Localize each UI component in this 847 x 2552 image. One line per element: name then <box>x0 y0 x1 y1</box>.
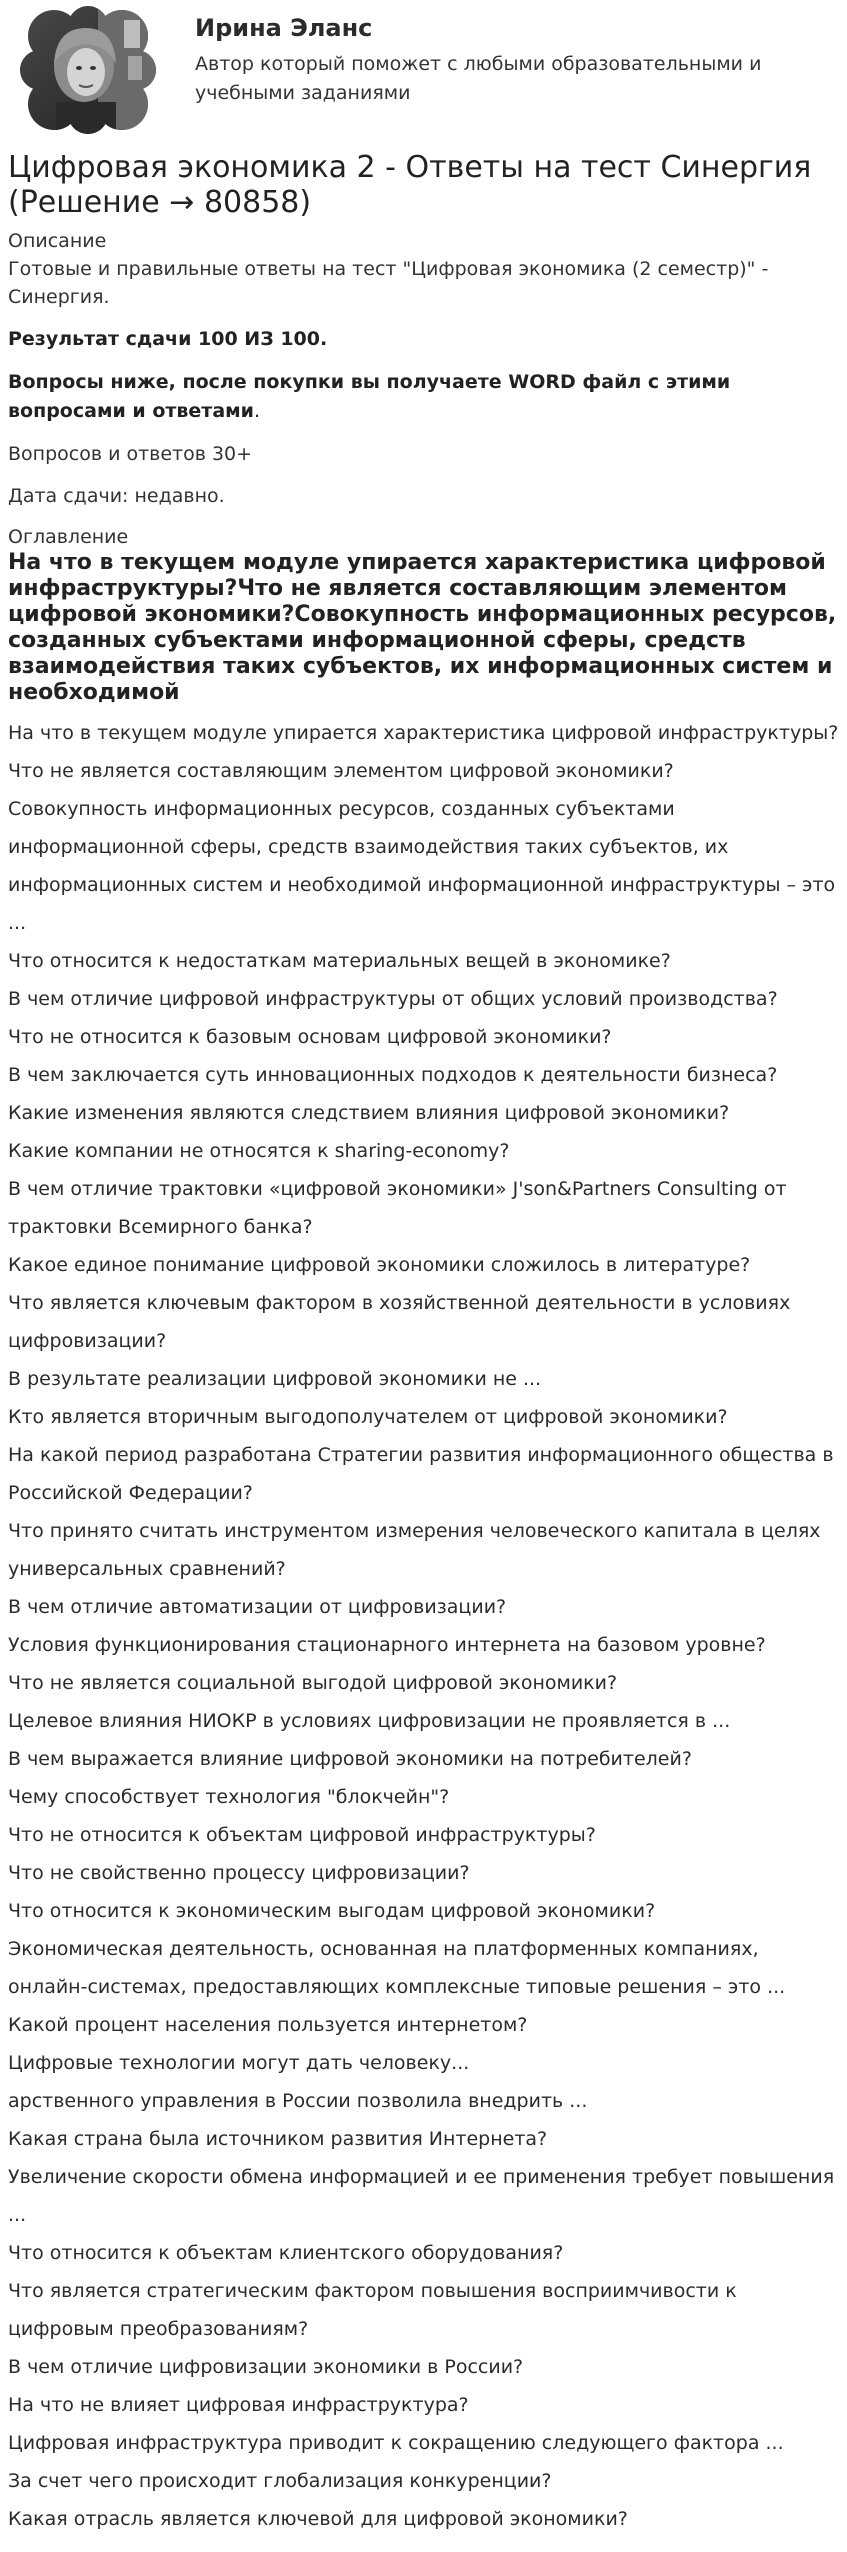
question-item[interactable]: Что является стратегическим фактором повышения восприимчивости к цифровым преобразованиям? <box>8 2280 737 2340</box>
question-item[interactable]: Кто является вторичным выгодополучателем от цифровой экономики? <box>8 1406 728 1428</box>
toc-label: Оглавление <box>8 526 129 548</box>
question-item[interactable]: Что не является социальной выгодой цифровой экономики? <box>8 1672 618 1694</box>
question-item[interactable]: На что в текущем модуле упирается характеристика цифровой инфраструктуры? <box>8 722 839 744</box>
question-item[interactable]: Цифровые технологии могут дать человеку... <box>8 2052 470 2074</box>
question-list <box>8 714 840 2538</box>
question-item[interactable]: В чем заключается суть инновационных подходов к деятельности бизнеса? <box>8 1064 778 1086</box>
author-name[interactable]: Ирина Эланс <box>195 14 373 42</box>
question-item[interactable]: В чем отличие трактовки «цифровой экономики» J'son&Partners Consulting от трактовки Всемирного банка? <box>8 1178 787 1238</box>
question-item[interactable]: Какие компании не относятся к sharing-economy? <box>8 1140 510 1162</box>
question-item[interactable]: В чем выражается влияние цифровой экономики на потребителей? <box>8 1748 692 1770</box>
question-item[interactable]: Что относится к недостаткам материальных вещей в экономике? <box>8 950 671 972</box>
question-item[interactable]: арственного управления в России позволила внедрить ... <box>8 2090 588 2112</box>
question-item[interactable]: Целевое влияния НИОКР в условиях цифровизации не проявляется в ... <box>8 1710 731 1732</box>
submission-date: Дата сдачи: недавно. <box>8 485 225 507</box>
author-description: Автор который поможет с любыми образовательными и учебными заданиями <box>195 53 762 104</box>
purchase-notice-tail: . <box>253 400 261 422</box>
questions-count: Вопросов и ответов 30+ <box>8 443 253 465</box>
question-item[interactable]: Что относится к экономическим выгодам цифровой экономики? <box>8 1900 656 1922</box>
author-avatar[interactable] <box>16 6 161 134</box>
question-item[interactable]: Экономическая деятельность, основанная на платформенных компаниях, онлайн-системах, предоставляющих комплексные типовые решения – это ... <box>8 1938 786 1998</box>
toc-heading: На что в текущем модуле упирается характеристика цифровой инфраструктуры?Что не является составляющим элементом цифровой экономики?Совокупность информационных ресурсов, созданных субъектами информационной сферы, средств взаимодействия таких субъектов, их информационных систем и необходимой <box>8 550 837 705</box>
question-item[interactable]: В чем отличие цифровой инфраструктуры от общих условий производства? <box>8 988 778 1010</box>
question-item[interactable]: За счет чего происходит глобализация конкуренции? <box>8 2470 552 2492</box>
page-title: Цифровая экономика 2 - Ответы на тест Синергия (Решение → 80858) <box>8 150 812 220</box>
question-item[interactable]: Какая страна была источником развития Интернета? <box>8 2128 548 2150</box>
question-item[interactable]: Увеличение скорости обмена информацией и ее применения требует повышения ... <box>8 2166 835 2226</box>
question-item[interactable]: Чему способствует технология "блокчейн"? <box>8 1786 450 1808</box>
question-item[interactable]: В чем отличие цифровизации экономики в России? <box>8 2356 524 2378</box>
question-item[interactable]: Цифровая инфраструктура приводит к сокращению следующего фактора ... <box>8 2432 784 2454</box>
question-item[interactable]: Какой процент населения пользуется интернетом? <box>8 2014 528 2036</box>
question-item[interactable]: Что относится к объектам клиентского оборудования? <box>8 2242 564 2264</box>
description-label: Описание <box>8 230 107 252</box>
purchase-notice <box>8 368 847 426</box>
question-item[interactable]: Совокупность информационных ресурсов, созданных субъектами информационной сферы, средств взаимодействия таких субъектов, их информационных систем и необходимой информационной инфраструктуры – это ... <box>8 798 836 934</box>
question-item[interactable]: Что не является составляющим элементом цифровой экономики? <box>8 760 674 782</box>
question-item[interactable]: Условия функционирования стационарного интернета на базовом уровне? <box>8 1634 766 1656</box>
question-item[interactable]: В чем отличие автоматизации от цифровизации? <box>8 1596 507 1618</box>
question-item[interactable]: Что принято считать инструментом измерения человеческого капитала в целях универсальных сравнений? <box>8 1520 821 1580</box>
question-item[interactable]: Какое единое понимание цифровой экономики сложилось в литературе? <box>8 1254 751 1276</box>
question-item[interactable]: На какой период разработана Стратегии развития информационного общества в Российской Федерации? <box>8 1444 834 1504</box>
question-item[interactable]: В результате реализации цифровой экономики не ... <box>8 1368 542 1390</box>
author-card <box>8 0 847 140</box>
question-item[interactable]: Что не относится к базовым основам цифровой экономики? <box>8 1026 612 1048</box>
question-item[interactable]: Какая отрасль является ключевой для цифровой экономики? <box>8 2508 628 2530</box>
question-item[interactable]: Что не свойственно процессу цифровизации? <box>8 1862 470 1884</box>
question-item[interactable]: На что не влияет цифровая инфраструктура? <box>8 2394 469 2416</box>
result-text: Результат сдачи 100 ИЗ 100. <box>8 328 328 350</box>
question-item[interactable]: Что не относится к объектам цифровой инфраструктуры? <box>8 1824 596 1846</box>
purchase-notice-bold: Вопросы ниже, после покупки вы получаете WORD файл с этими вопросами и ответами <box>8 371 731 422</box>
question-item[interactable]: Что является ключевым фактором в хозяйственной деятельности в условиях цифровизации? <box>8 1292 791 1352</box>
description-text: Готовые и правильные ответы на тест "Цифровая экономика (2 семестр)" - Синергия. <box>8 258 769 308</box>
question-item[interactable]: Какие изменения являются следствием влияния цифровой экономики? <box>8 1102 730 1124</box>
